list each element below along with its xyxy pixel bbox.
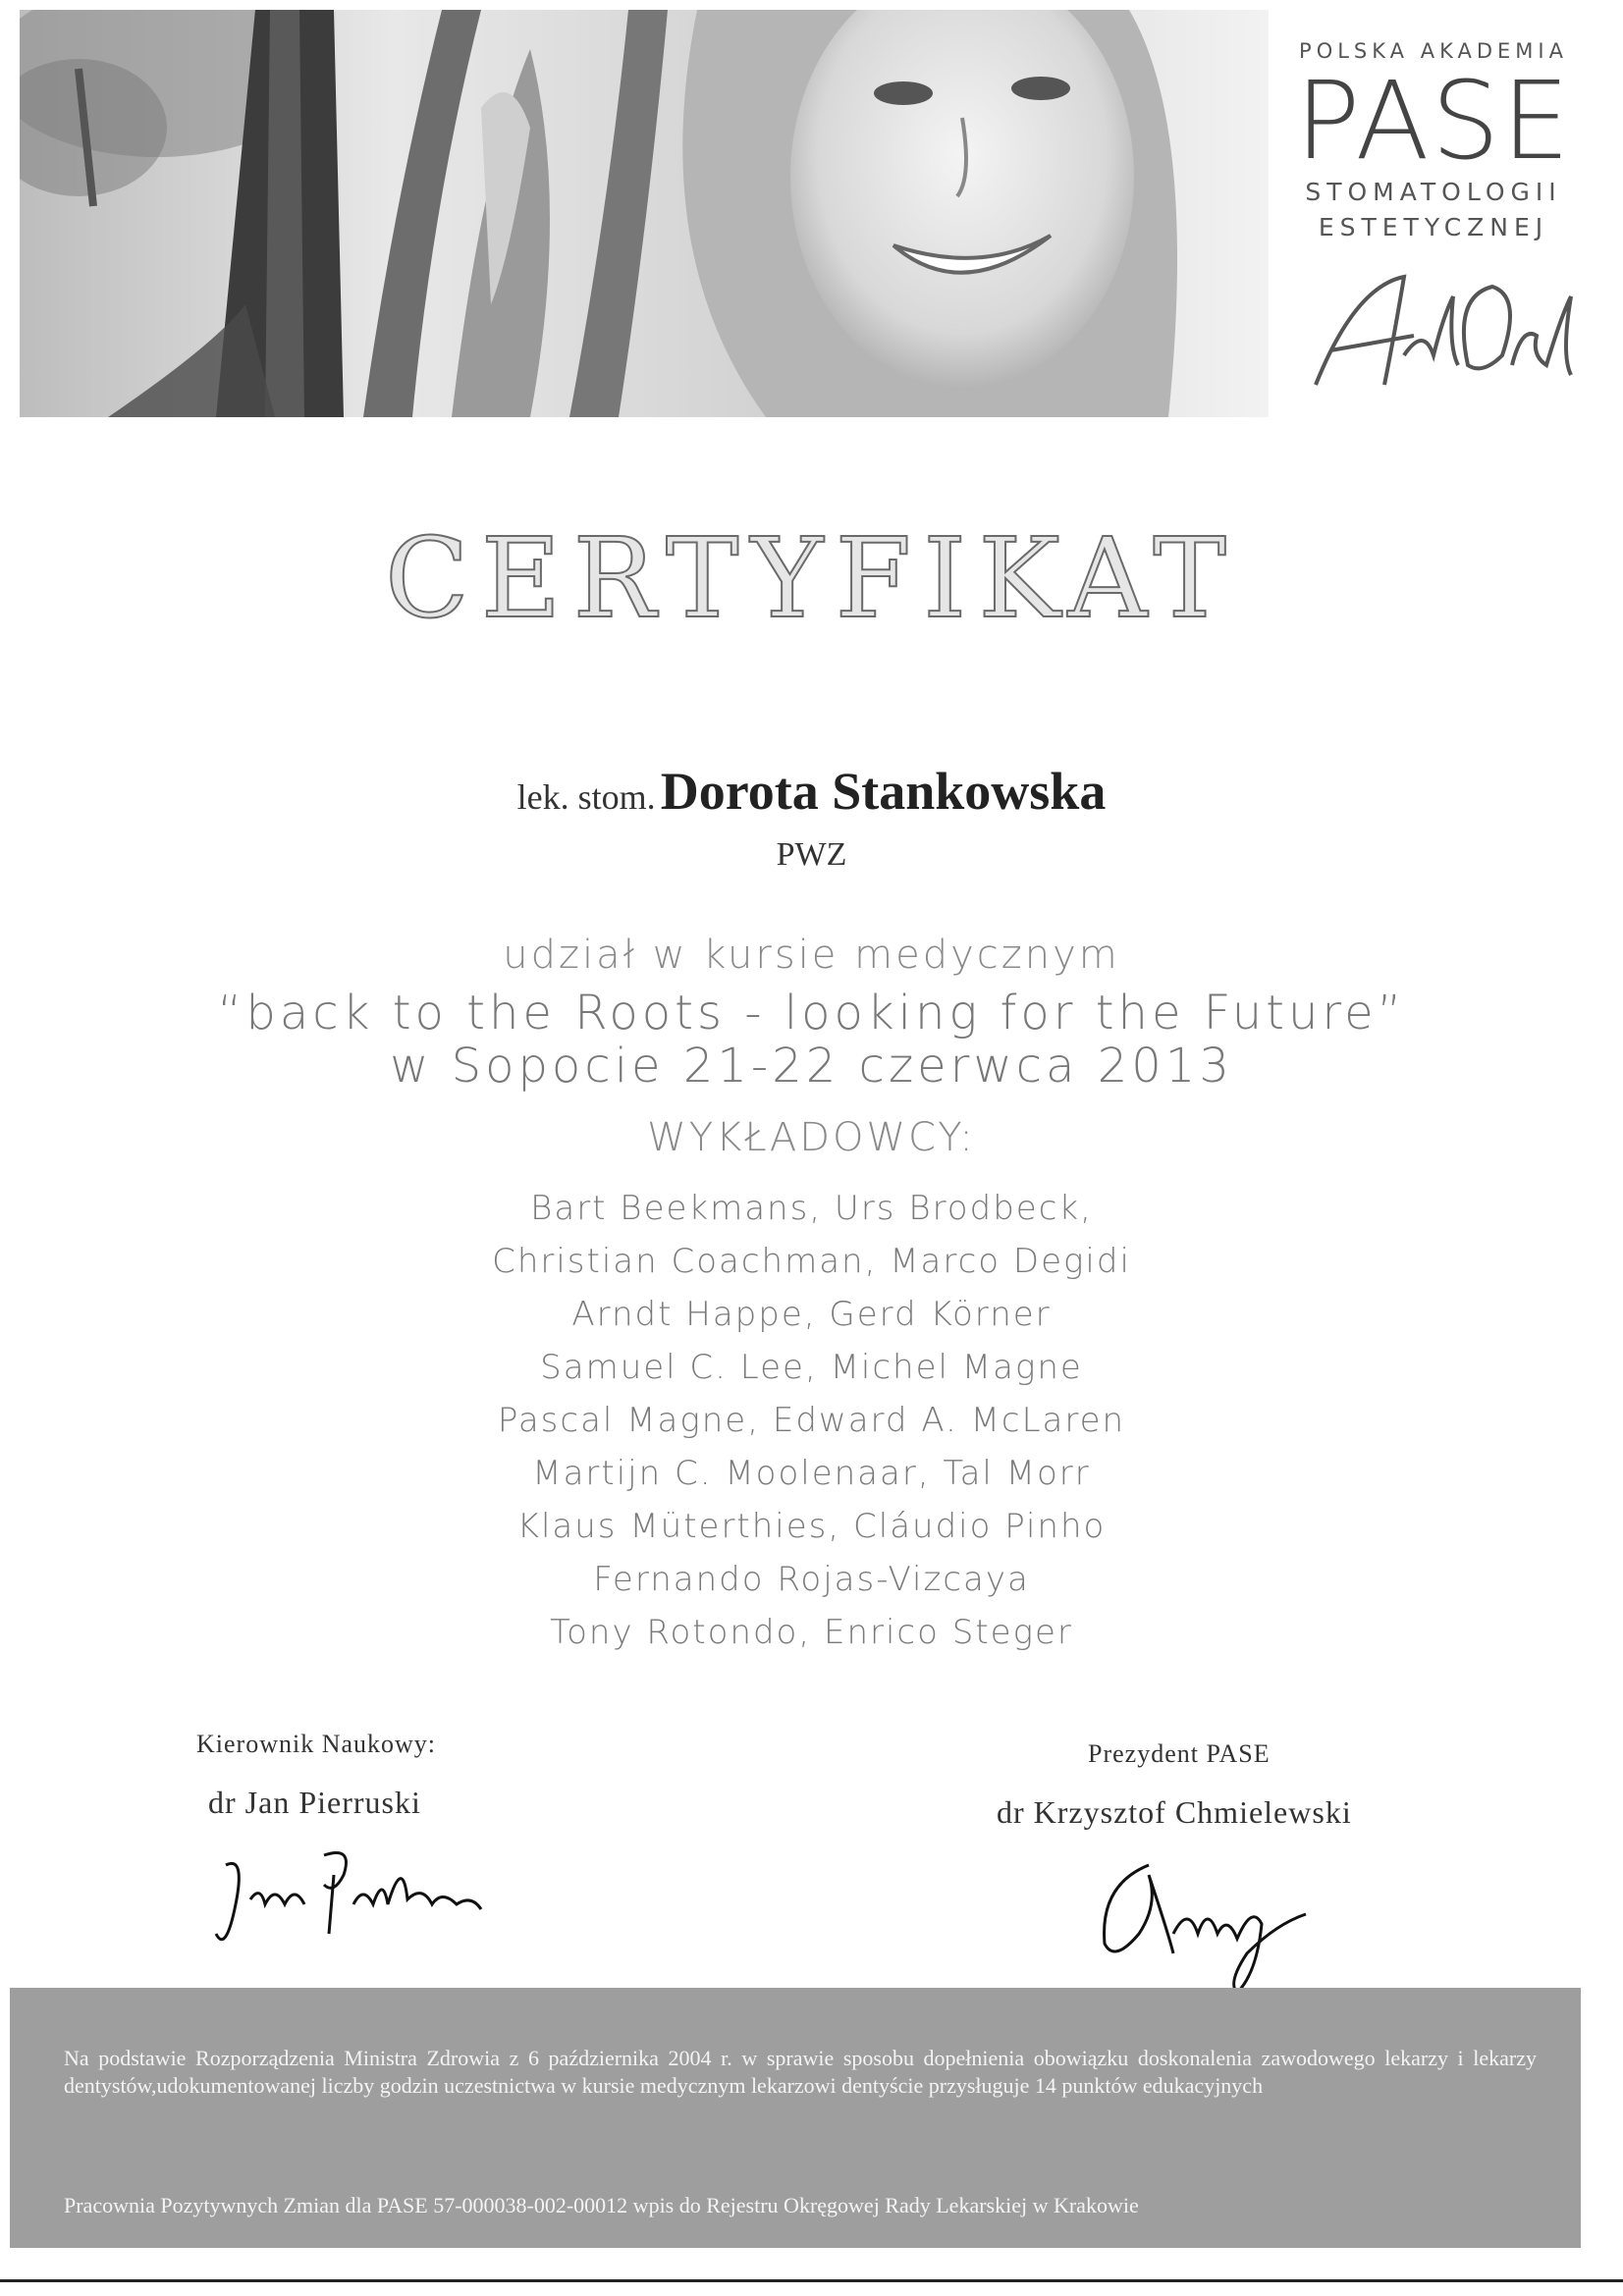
bottom-divider	[0, 2279, 1623, 2282]
left-signature	[206, 1845, 501, 1963]
logo-brand: PASE	[1295, 58, 1572, 184]
lecturer-line: Martijn C. Moolenaar, Tal Morr	[532, 1454, 1091, 1493]
footer-registry-text: Pracownia Pozytywnych Zmian dla PASE 57-000038-002-00012 wpis do Rejestru Okręgowej Rady Lekarskiej w Krakowie	[64, 2193, 1139, 2217]
footer-legal-text: Na podstawie Rozporządzenia Ministra Zdrowia z 6 października 2004 r. w sprawie sposobu dopełnienia obowiązku doskonalenia zawodowego lekarzy i lekarzy dentystów,udokumentowanej liczby godzin uczestnictwa w kursie medycznym lekarzowi dentyście przysługuje 14 punktów edukacyjnych	[64, 2046, 1537, 2098]
lecturer-line: Arndt Happe, Gerd Körner	[571, 1295, 1052, 1334]
lecturer-line: Pascal Magne, Edward A. McLaren	[497, 1401, 1126, 1440]
logo-line-2: ESTETYCZNEJ	[1318, 213, 1549, 241]
logo-line-1: STOMATOLOGII	[1305, 178, 1562, 206]
logo-top-text: POLSKA AKADEMIA	[1299, 39, 1568, 63]
scientific-director-role: Kierownik Naukowy:	[196, 1730, 437, 1758]
header-photo	[20, 10, 1269, 417]
lecturers-heading: WYKŁADOWCY:	[647, 1115, 976, 1160]
lecturers-list	[0, 1182, 1623, 1659]
certificate-title: CERTYFIKAT	[385, 515, 1238, 643]
lecturer-line: Tony Rotondo, Enrico Steger	[550, 1613, 1073, 1652]
recipient-name: Dorota Stankowska	[660, 762, 1107, 821]
lecturer-line: Bart Beekmans, Urs Brodbeck,	[530, 1189, 1093, 1228]
president-name: dr Krzysztof Chmielewski	[997, 1794, 1352, 1830]
right-signature	[1080, 1845, 1316, 2002]
pase-logo	[1276, 29, 1591, 422]
recipient	[0, 762, 1623, 833]
course-intro: udział w kursie medycznym	[503, 933, 1120, 978]
course-title: “back to the Roots - looking for the Future”	[217, 986, 1406, 1041]
artoral-logo-icon	[1276, 257, 1591, 408]
lecturer-line: Fernando Rojas-Vizcaya	[593, 1560, 1030, 1599]
lecturer-line: Samuel C. Lee, Michel Magne	[540, 1348, 1083, 1387]
lecturer-line: Christian Coachman, Marco Degidi	[492, 1242, 1131, 1281]
lecturer-line: Klaus Müterthies, Cláudio Pinho	[516, 1507, 1107, 1546]
course-place-date: w Sopocie 21-22 czerwca 2013	[390, 1039, 1233, 1094]
scientific-director-name: dr Jan Pierruski	[208, 1785, 421, 1820]
recipient-prefix: lek. stom.	[516, 777, 656, 817]
president-role: Prezydent PASE	[1088, 1739, 1271, 1768]
pwz-label: PWZ	[776, 836, 847, 873]
footer-band	[10, 1988, 1581, 2248]
